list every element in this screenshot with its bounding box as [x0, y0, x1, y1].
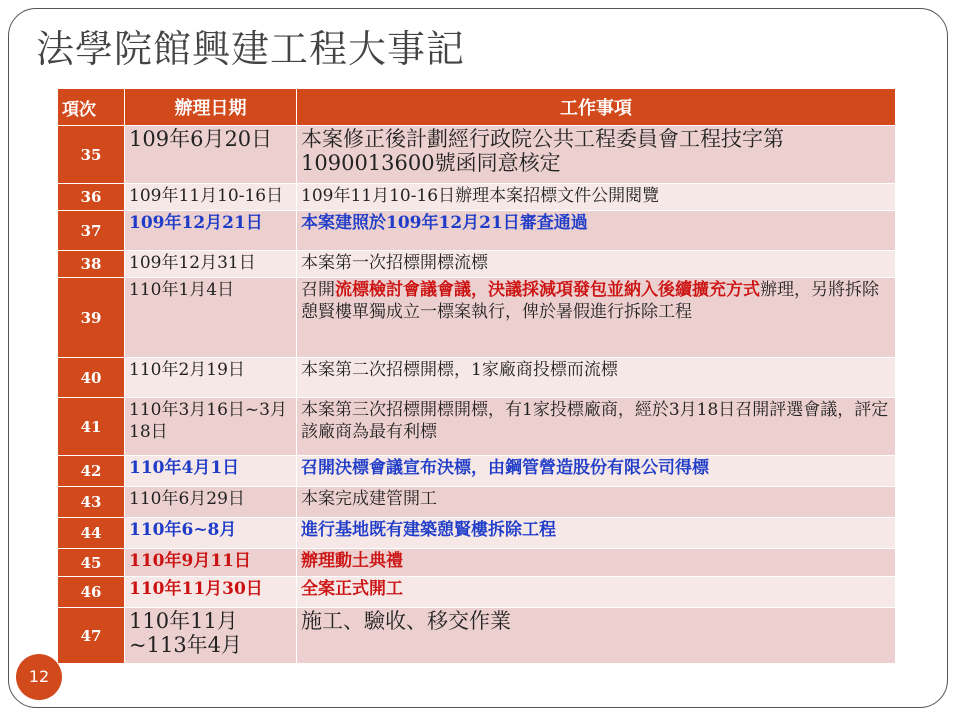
row-item: 施工、驗收、移交作業: [297, 608, 896, 664]
row-date: 109年11月10-16日: [125, 184, 297, 211]
item-text-highlight: 流標檢討會議會議，決議採減項發包並納入後續擴充方式: [335, 280, 760, 300]
row-item: 本案完成建管開工: [297, 487, 896, 518]
row-item: 辦理動土典禮: [297, 549, 896, 577]
table-row: [58, 184, 896, 211]
table-row: [58, 577, 896, 608]
table-header-row: [58, 89, 896, 126]
table-row: [58, 518, 896, 549]
row-item: 本案建照於109年12月21日審查通過: [297, 211, 896, 251]
row-date: 110年2月19日: [125, 358, 297, 398]
row-date: 109年6月20日: [125, 126, 297, 184]
row-item: 本案第一次招標開標流標: [297, 251, 896, 278]
table-row: [58, 278, 896, 358]
table-row: [58, 126, 896, 184]
row-date: 110年11月30日: [125, 577, 297, 608]
row-number: 43: [58, 487, 125, 518]
row-date: 110年6月29日: [125, 487, 297, 518]
row-date: 110年6~8月: [125, 518, 297, 549]
column-header-date: 辦理日期: [125, 89, 297, 126]
table-row: [58, 398, 896, 456]
item-text-lead: 召開: [301, 280, 335, 300]
row-number: 40: [58, 358, 125, 398]
row-date: 109年12月31日: [125, 251, 297, 278]
row-date: 110年11月~113年4月: [125, 608, 297, 664]
milestone-table: [57, 88, 896, 664]
row-item: 本案第三次招標開標開標，有1家投標廠商，經於3月18日召開評選會議，評定該廠商為最有利標: [297, 398, 896, 456]
row-number: 44: [58, 518, 125, 549]
table-row: [58, 549, 896, 577]
row-number: 47: [58, 608, 125, 664]
row-item: 本案修正後計劃經行政院公共工程委員會工程技字第1090013600號函同意核定: [297, 126, 896, 184]
table-row: [58, 456, 896, 487]
row-date: 110年3月16日~3月18日: [125, 398, 297, 456]
row-date: 109年12月21日: [125, 211, 297, 251]
table-row: [58, 608, 896, 664]
row-item: 本案第二次招標開標，1家廠商投標而流標: [297, 358, 896, 398]
row-item: 進行基地既有建築憩賢樓拆除工程: [297, 518, 896, 549]
row-date: 110年9月11日: [125, 549, 297, 577]
row-number: 45: [58, 549, 125, 577]
row-number: 36: [58, 184, 125, 211]
row-number: 41: [58, 398, 125, 456]
row-item: 全案正式開工: [297, 577, 896, 608]
row-date: 110年1月4日: [125, 278, 297, 358]
table-row: [58, 251, 896, 278]
table-row: [58, 487, 896, 518]
row-number: 46: [58, 577, 125, 608]
row-date: 110年4月1日: [125, 456, 297, 487]
row-number: 42: [58, 456, 125, 487]
row-number: 38: [58, 251, 125, 278]
row-number: 35: [58, 126, 125, 184]
row-number: 37: [58, 211, 125, 251]
slide-title: 法學院館興建工程大事記: [36, 27, 466, 71]
item-text-tail: 辦理，另將拆除憩賢樓單獨成立一標案執行，俾於暑假進行拆除工程: [301, 280, 879, 322]
table-row: [58, 358, 896, 398]
row-item: [297, 278, 896, 358]
column-header-item: 工作事項: [297, 89, 896, 126]
row-number: 39: [58, 278, 125, 358]
row-item: 109年11月10-16日辦理本案招標文件公開閱覽: [297, 184, 896, 211]
table-row: [58, 211, 896, 251]
page-number-badge: 12: [16, 654, 62, 700]
column-header-number: 項次: [58, 89, 125, 126]
row-item: 召開決標會議宣布決標，由鋼管營造股份有限公司得標: [297, 456, 896, 487]
